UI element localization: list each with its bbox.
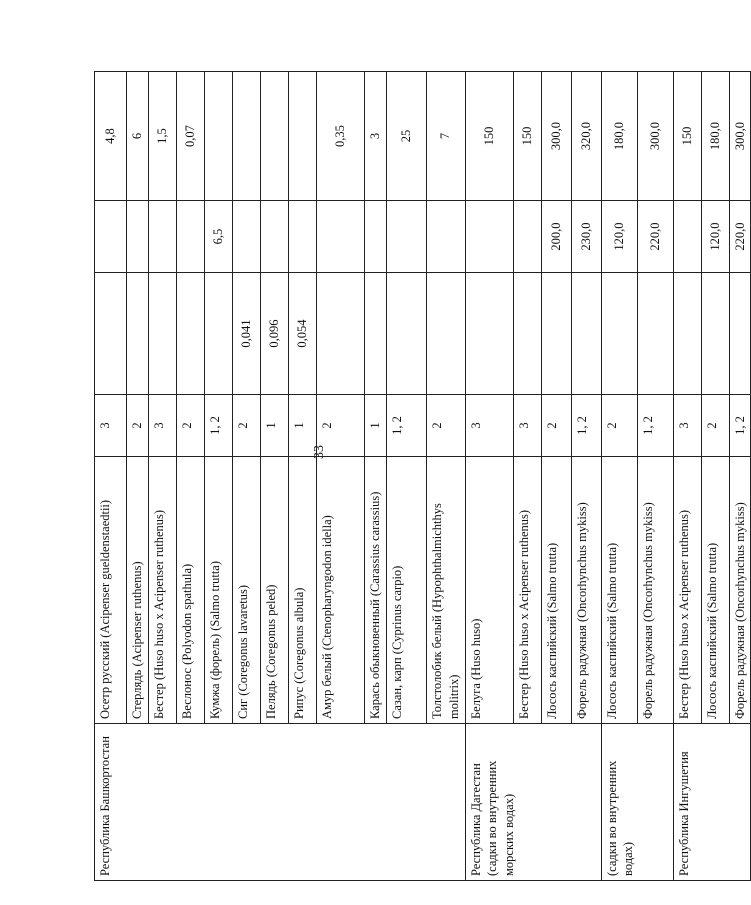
value-cell-3: 150 — [673, 72, 701, 201]
value-cell-2 — [288, 201, 316, 273]
zone-cell: 2 — [232, 395, 260, 457]
value-cell-2 — [95, 201, 127, 273]
value-cell-2: 120,0 — [701, 201, 729, 273]
table-row — [465, 72, 513, 881]
zone-cell: 1, 2 — [386, 395, 426, 457]
value-cell-3: 300,0 — [541, 72, 571, 201]
value-cell-3: 180,0 — [601, 72, 637, 201]
value-cell-2 — [386, 201, 426, 273]
species-cell: Форель радужная (Oncorhynchus mykiss) — [637, 457, 673, 724]
table-row — [601, 72, 637, 881]
value-cell-1 — [95, 273, 127, 395]
species-cell: Рипус (Coregonus albula) — [288, 457, 316, 724]
table-row — [673, 72, 701, 881]
zone-cell: 2 — [541, 395, 571, 457]
value-cell-3: 300,0 — [637, 72, 673, 201]
value-cell-2 — [673, 201, 701, 273]
zone-cell: 1 — [260, 395, 288, 457]
value-cell-1: 0,041 — [232, 273, 260, 395]
value-cell-2: 120,0 — [601, 201, 637, 273]
value-cell-3: 300,0 — [729, 72, 751, 201]
value-cell-2 — [364, 201, 386, 273]
value-cell-2: 200,0 — [541, 201, 571, 273]
value-cell-3: 6 — [127, 72, 149, 201]
value-cell-3 — [288, 72, 316, 201]
value-cell-1 — [637, 273, 673, 395]
value-cell-1 — [465, 273, 513, 395]
value-cell-3: 1,5 — [148, 72, 176, 201]
zone-cell: 2 — [601, 395, 637, 457]
value-cell-3: 0,07 — [176, 72, 204, 201]
value-cell-3: 4,8 — [95, 72, 127, 201]
zone-cell: 1 — [288, 395, 316, 457]
region-cell: Республика Ингушетия — [673, 724, 751, 881]
species-cell: Амур белый (Ctenopharyngodon idella) — [316, 457, 364, 724]
zone-cell: 2 — [176, 395, 204, 457]
value-cell-1 — [176, 273, 204, 395]
zone-cell: 2 — [127, 395, 149, 457]
value-cell-1 — [204, 273, 232, 395]
value-cell-3: 180,0 — [701, 72, 729, 201]
value-cell-2 — [513, 201, 541, 273]
species-cell: Сазан, карп (Cyprinus carpio) — [386, 457, 426, 724]
species-cell: Кумжа (форель) (Salmo trutta) — [204, 457, 232, 724]
species-cell: Лосось каспийский (Salmo trutta) — [541, 457, 571, 724]
value-cell-3: 7 — [426, 72, 465, 201]
value-cell-2 — [465, 201, 513, 273]
value-cell-1 — [601, 273, 637, 395]
species-cell: Лосось каспийский (Salmo trutta) — [701, 457, 729, 724]
value-cell-2 — [232, 201, 260, 273]
value-cell-1 — [673, 273, 701, 395]
zone-cell: 2 — [426, 395, 465, 457]
value-cell-1 — [541, 273, 571, 395]
species-cell: Лосось каспийский (Salmo trutta) — [601, 457, 637, 724]
page-number: 33 — [312, 445, 327, 459]
species-cell: Бестер (Huso huso x Acipenser ruthenus) — [673, 457, 701, 724]
zone-cell: 2 — [316, 395, 364, 457]
value-cell-1 — [386, 273, 426, 395]
value-cell-1 — [316, 273, 364, 395]
value-cell-2 — [426, 201, 465, 273]
species-cell: Форель радужная (Oncorhynchus mykiss) — [571, 457, 601, 724]
zone-cell: 3 — [465, 395, 513, 457]
value-cell-1: 0,054 — [288, 273, 316, 395]
value-cell-3: 25 — [386, 72, 426, 201]
value-cell-1: 0,096 — [260, 273, 288, 395]
species-cell: Бестер (Huso huso x Acipenser ruthenus) — [148, 457, 176, 724]
value-cell-1 — [127, 273, 149, 395]
zone-cell: 3 — [673, 395, 701, 457]
value-cell-2 — [260, 201, 288, 273]
value-cell-1 — [701, 273, 729, 395]
species-cell: Форель радужная (Oncorhynchus mykiss) — [729, 457, 751, 724]
value-cell-3: 320,0 — [571, 72, 601, 201]
quota-table — [94, 71, 751, 881]
zone-cell: 1, 2 — [637, 395, 673, 457]
value-cell-2 — [127, 201, 149, 273]
value-cell-1 — [426, 273, 465, 395]
zone-cell: 3 — [513, 395, 541, 457]
value-cell-3: 150 — [513, 72, 541, 201]
value-cell-3: 150 — [465, 72, 513, 201]
value-cell-3 — [204, 72, 232, 201]
zone-cell: 3 — [148, 395, 176, 457]
species-cell: Карась обыкновенный (Carassius carassius) — [364, 457, 386, 724]
value-cell-2: 6,5 — [204, 201, 232, 273]
species-cell: Стерлядь (Acipenser ruthenus) — [127, 457, 149, 724]
species-cell: Сиг (Coregonus lavaretus) — [232, 457, 260, 724]
value-cell-2: 230,0 — [571, 201, 601, 273]
zone-cell: 1, 2 — [571, 395, 601, 457]
species-cell: Бестер (Huso huso x Acipenser ruthenus) — [513, 457, 541, 724]
zone-cell: 1, 2 — [204, 395, 232, 457]
value-cell-3: 3 — [364, 72, 386, 201]
value-cell-2: 220,0 — [729, 201, 751, 273]
species-cell: Веслонос (Polyodon spathula) — [176, 457, 204, 724]
zone-cell: 3 — [95, 395, 127, 457]
value-cell-1 — [571, 273, 601, 395]
species-cell: Белуга (Huso huso) — [465, 457, 513, 724]
zone-cell: 1, 2 — [729, 395, 751, 457]
value-cell-2 — [316, 201, 364, 273]
value-cell-1 — [513, 273, 541, 395]
region-cell: Республика Дагестан (садки во внутренних морских водах) — [465, 724, 601, 881]
species-cell: Осетр русский (Acipenser gueldenstaedtii) — [95, 457, 127, 724]
region-cell: (садки во внутренних водах) — [601, 724, 673, 881]
value-cell-1 — [729, 273, 751, 395]
species-cell: Толстолобик белый (Hypophthalmichthys molitrix) — [426, 457, 465, 724]
value-cell-3 — [232, 72, 260, 201]
value-cell-1 — [364, 273, 386, 395]
value-cell-3 — [260, 72, 288, 201]
table-row — [95, 72, 127, 881]
value-cell-2 — [148, 201, 176, 273]
zone-cell: 1 — [364, 395, 386, 457]
value-cell-2: 220,0 — [637, 201, 673, 273]
zone-cell: 2 — [701, 395, 729, 457]
value-cell-2 — [176, 201, 204, 273]
value-cell-1 — [148, 273, 176, 395]
value-cell-3: 0,35 — [316, 72, 364, 201]
region-cell: Республика Башкортостан — [95, 724, 466, 881]
species-cell: Пелядь (Coregonus peled) — [260, 457, 288, 724]
table-container — [94, 72, 747, 881]
